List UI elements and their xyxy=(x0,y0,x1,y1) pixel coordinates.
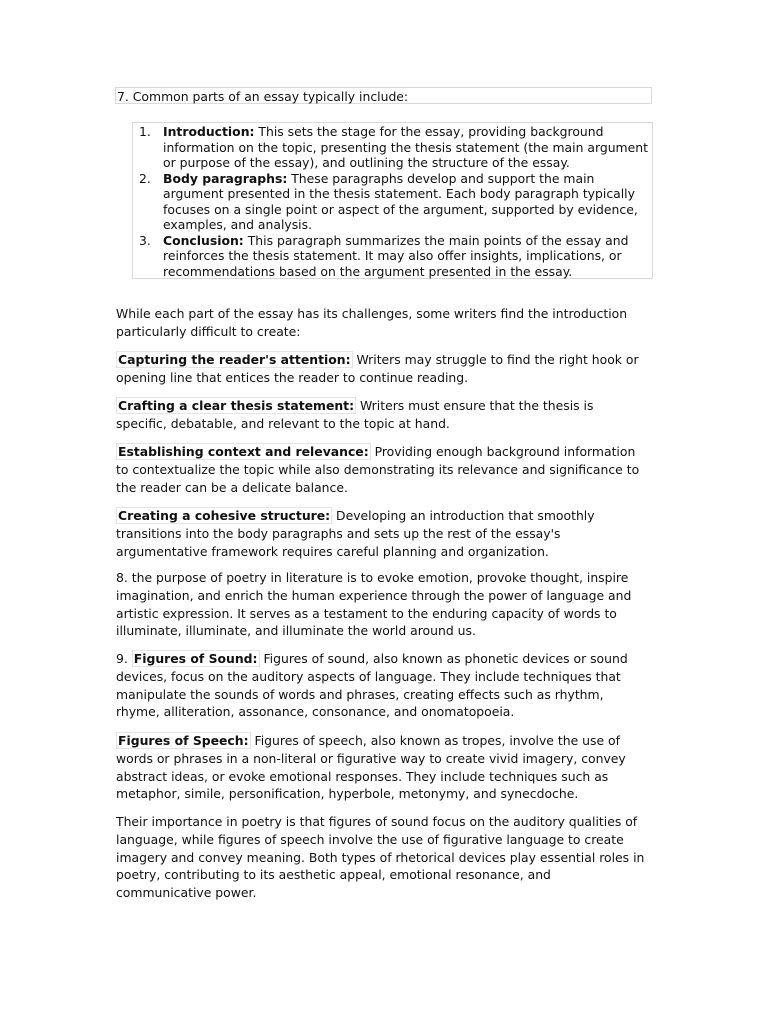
challenge-text: Writers must ensure that the thesis is specific, debatable, and relevant to the topic at hand. xyxy=(116,398,594,431)
figures-of-sound-text: Figures of sound, also known as phonetic devices or sound devices, focus on the auditory aspects of language. They include techniques that manipulate the sounds of words and phrases, creating effects such as rhythm, rhyme, alliteration, assonance, consonance, and onomatopoeia. xyxy=(116,651,628,720)
figures-of-speech-paragraph xyxy=(116,732,646,803)
list-item xyxy=(133,123,652,171)
question-9-number: 9. xyxy=(116,651,132,666)
question-7-heading: 7. Common parts of an essay typically include: xyxy=(115,87,652,104)
challenge-text: Writers may struggle to find the right hook or opening line that entices the reader to continue reading. xyxy=(116,352,639,385)
part-term-conclusion: Conclusion: xyxy=(163,232,244,248)
list-number: 1. xyxy=(139,124,151,139)
list-item xyxy=(133,171,652,233)
list-number: 2. xyxy=(139,170,151,186)
essay-parts-list xyxy=(133,123,652,279)
challenge-text: Developing an introduction that smoothly transitions into the body paragraphs and sets up the rest of the essay's argumentative framework requires careful planning and organization. xyxy=(116,508,595,559)
importance-paragraph: Their importance in poetry is that figures of sound focus on the auditory qualities of language, while figures of speech involve the use of figurative language to create imagery and convey meaning. Both types of rhetorical devices play essential roles in poetry, contributing to its aesthetic appeal, emotional resonance, and communicative power. xyxy=(116,814,645,901)
challenge-term: Crafting a clear thesis statement: xyxy=(118,398,355,413)
part-term-introduction: Introduction: xyxy=(163,124,255,139)
challenge-paragraph xyxy=(116,507,646,560)
figures-of-sound-term: Figures of Sound: xyxy=(133,651,258,666)
list-number: 3. xyxy=(139,232,151,248)
challenge-term: Capturing the reader's attention: xyxy=(118,352,351,367)
part-description: These paragraphs develop and support the main argument presented in the thesis statement. Each body paragraph typically focuses on a single point or aspect of the argument, supported by evidence, examples, and analysis. xyxy=(163,170,638,232)
challenge-text: Providing enough background information to contextualize the topic while also demonstrating its relevance and significance to the reader can be a delicate balance. xyxy=(116,444,640,495)
figures-of-sound-paragraph xyxy=(116,650,646,721)
question-8-paragraph: 8. the purpose of poetry in literature is to evoke emotion, provoke thought, inspire imagination, and enrich the human experience through the power of language and artistic expression. It serves as a testament to the enduring capacity of words to illuminate, illuminate, and illuminate the world around us. xyxy=(116,570,632,639)
challenge-paragraph xyxy=(116,351,646,387)
challenge-paragraph xyxy=(116,443,646,496)
part-description: This paragraph summarizes the main points of the essay and reinforces the thesis statement. It may also offer insights, implications, or recommendations based on the argument presented in the essay. xyxy=(163,232,629,279)
figures-of-speech-text: Figures of speech, also known as tropes, involve the use of words or phrases in a non-literal or figurative way to create vivid imagery, convey abstract ideas, or evoke emotional responses. They include techniques such as metaphor, simile, personification, hyperbole, metonymy, and synecdoche. xyxy=(116,733,626,802)
essay-parts-list-box xyxy=(132,122,653,279)
introduction-challenges-intro: While each part of the essay has its challenges, some writers find the introduction particularly difficult to create: xyxy=(116,306,628,339)
list-item xyxy=(133,233,652,280)
challenge-term: Establishing context and relevance: xyxy=(118,444,369,459)
figures-of-speech-term: Figures of Speech: xyxy=(118,733,249,748)
challenge-term: Creating a cohesive structure: xyxy=(118,508,331,523)
challenge-paragraph xyxy=(116,397,646,433)
part-term-body-paragraphs: Body paragraphs: xyxy=(163,170,288,186)
part-description: This sets the stage for the essay, providing background information on the topic, presenting the thesis statement (the main argument or purpose of the essay), and outlining the structure of the essay. xyxy=(163,124,648,170)
